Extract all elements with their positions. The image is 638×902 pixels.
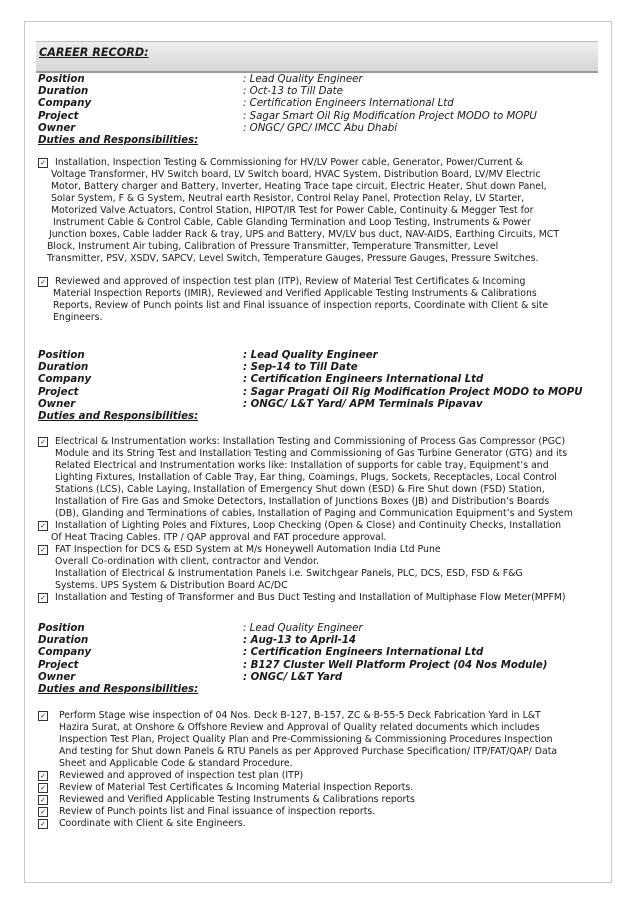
list-item [38,782,557,794]
position-value: : Lead Quality Engineer [243,74,363,85]
position-value: : Lead Quality Engineer [243,350,378,361]
project-value: : B127 Cluster Well Platform Project (04 Nos Module) [243,659,548,671]
project-value: : Sagar Smart Oil Rig Modification Project MODO to MOPU [243,110,537,122]
bullet-line: Reviewed and Verified Applicable Testing Instruments & Calibrations reports [59,794,415,805]
checkbox-icon: ✓ [38,277,48,287]
bullet-line: Review of Material Test Certificates & Incoming Material Inspection Reports. [59,782,414,793]
bullet-line: Reviewed and approved of inspection test plan (ITP), Review of Material Test Certificates & Incoming [55,276,526,287]
bullet-line: Motor, Battery charger and Battery, Inverter, Heating Trace tape circuit, Electric Heater, Shut down Panel, [51,181,547,192]
checkbox-icon: ✓ [38,819,48,829]
duration-label: Duration [38,86,89,98]
duties-list [38,710,557,830]
checkbox-icon: ✓ [38,795,48,805]
list-item [38,157,559,265]
owner-value: : ONGC/ GPC/ IMCC Abu Dhabi [243,122,398,134]
bullet-line: Lighting Fixtures, Installation of Cable Tray, Ear thing, Coamings, Plugs, Sockets, Receptacles, Local Control [55,472,557,483]
duration-value: : Aug-13 to April-14 [243,635,357,647]
bullet-line: Of Heat Tracing Cables. ITP / QAP approval and FAT procedure approval. [51,532,387,543]
checkbox-icon: ✓ [38,711,48,721]
company-label: Company [38,374,92,386]
duties-list [38,157,559,324]
checkbox-icon: ✓ [38,545,48,555]
project-label: Project [38,386,79,398]
checkbox-icon: ✓ [38,807,48,817]
bullet-line: Installation and Testing of Transformer and Bus Duct Testing and Installation of Multiphase Flow Meter(MPFM) [55,592,566,603]
company-value: : Certification Engineers International Ltd [243,98,454,110]
bullet-line: Perform Stage wise inspection of 04 Nos. Deck B-127, B-157, ZC & B-55-5 Deck Fabrication Yard in L&T [59,710,541,721]
duration-label: Duration [38,635,89,647]
duties-heading: Duties and Responsibilities: [38,410,199,422]
bullet-line: Junction boxes, Cable ladder Rack & tray, UPS and Battery, MV/LV bus duct, NAV-AIDS, Earthing Circuits, MCT [49,229,560,240]
bullet-line: Solar System, F & G System, Neutral earth Resistor, Control Relay Panel, Protection Relay, LV Starter, [51,193,525,204]
bullet-line: Inspection Test Plan, Project Quality Plan and Pre-Commissioning & Commissioning Procedures Inspection [59,734,553,745]
duties-heading: Duties and Responsibilities: [38,683,199,695]
list-item [38,818,557,830]
bullet-line: Installation of Fire Gas and Smoke Detectors, Installation of Junctions Boxes (JB) and Distribution’s Boards [55,496,550,507]
company-label: Company [38,98,92,110]
project-value: : Sagar Pragati Oil Rig Modification Project MODO to MOPU [243,386,583,398]
bullet-line: Systems. UPS System & Distribution Board AC/DC [55,580,288,591]
list-item [38,770,557,782]
bullet-line: Related Electrical and Instrumentation works like: Installation of supports for cable tray, Equipment’s and [55,460,549,471]
bullet-line: Reports, Review of Punch points list and Final issuance of inspection reports, Coordinate with Client & site [53,300,549,311]
bullet-line: Review of Punch points list and Final issuance of inspection reports. [59,806,376,817]
duration-label: Duration [38,362,89,374]
bullet-line: Transmitter, PSV, XSDV, SAPCV, Level Switch, Temperature Gauges, Pressure Gauges, Pressure Switches. [47,253,539,264]
owner-label: Owner [38,398,76,410]
bullet-line: Sheet and Applicable Code & standard Procedure. [59,758,293,769]
bullet-line: Installation, Inspection Testing & Commissioning for HV/LV Power cable, Generator, Power/Current & [55,157,523,168]
company-value: : Certification Engineers International Ltd [243,374,484,386]
list-item [38,276,559,324]
list-item [38,544,573,592]
bullet-line: Motorized Valve Actuators, Control Station, HIPOT/IR Test for Power Cable, Continuity & Megger Test for [51,205,534,216]
checkbox-icon: ✓ [38,437,48,447]
duties-heading: Duties and Responsibilities: [38,134,199,146]
owner-label: Owner [38,122,76,134]
list-item [38,794,557,806]
bullet-line: Coordinate with Client & site Engineers. [59,818,246,829]
list-item [38,436,573,520]
checkbox-icon: ✓ [38,158,48,168]
checkbox-icon: ✓ [38,771,48,781]
owner-label: Owner [38,671,76,683]
bullet-line: Voltage Transformer, HV Switch board, LV Switch board, HVAC System, Distribution Board, LV/MV Electric [51,169,541,180]
bullet-line: Engineers. [53,312,103,323]
duration-value: : Oct-13 to Till Date [243,86,343,98]
bullet-line: Overall Co-ordination with client, contractor and Vendor. [55,556,319,567]
bullet-line: FAT Inspection for DCS & ESD System at M/s Honeywell Automation India Ltd Pune [55,544,441,555]
bullet-line: Electrical & Instrumentation works: Installation Testing and Commissioning of Process Gas Compressor (PGC) [55,436,566,447]
checkbox-icon: ✓ [38,783,48,793]
bullet-line: Installation of Lighting Poles and Fixtures, Loop Checking (Open & Close) and Continuity Checks, Installation [55,520,562,531]
bullet-line: Module and its String Test and Installation Testing and Commissioning of Gas Turbine Generator (GTG) and its [55,448,568,459]
bullet-line: Instrument Cable & Control Cable, Cable Glanding Termination and Loop Testing, Instruments & Power [53,217,531,228]
owner-value: : ONGC/ L&T Yard/ APM Terminals Pipavav [243,398,483,410]
duties-list [38,436,573,604]
bullet-line: Installation of Electrical & Instrumentation Panels i.e. Switchgear Panels, PLC, DCS, ESD, FSD & F&G [55,568,523,579]
section-title: CAREER RECORD: [39,46,149,59]
bullet-line: And testing for Shut down Panels & RTU Panels as per Approved Purchase Specification/ ITP/FAT/QAP/ Data [59,746,558,757]
bullet-line: Material Inspection Reports (IMIR), Reviewed and Verified Applicable Testing Instruments & Calibrations [53,288,537,299]
duration-value: : Sep-14 to Till Date [243,362,358,374]
project-label: Project [38,110,79,122]
list-item [38,592,573,604]
checkbox-icon: ✓ [38,521,48,531]
bullet-line: Hazira Surat, at Onshore & Offshore Review and Approval of Quality related documents which includes [59,722,540,733]
bullet-line: Block, Instrument Air tubing, Calibration of Pressure Transmitter, Temperature Transmitter, Level [47,241,499,252]
owner-value: : ONGC/ L&T Yard [243,671,343,683]
position-label: Position [38,623,85,634]
bullet-line: (DB), Glanding and Terminations of cables, Installation of Paging and Communication Equipment’s and System [55,508,573,519]
project-label: Project [38,659,79,671]
position-value: : Lead Quality Engineer [243,623,363,634]
list-item [38,520,573,544]
company-label: Company [38,647,92,659]
company-value: : Certification Engineers International Ltd [243,647,484,659]
list-item [38,806,557,818]
position-label: Position [38,350,85,361]
checkbox-icon: ✓ [38,593,48,603]
section-header [36,41,598,73]
position-label: Position [38,74,85,85]
bullet-line: Reviewed and approved of inspection test plan (ITP) [59,770,304,781]
list-item [38,710,557,770]
bullet-line: Stations (LCS), Cable Laying, Installation of Emergency Shut down (ESD) & Fire Shut down (FSD) Station, [55,484,545,495]
